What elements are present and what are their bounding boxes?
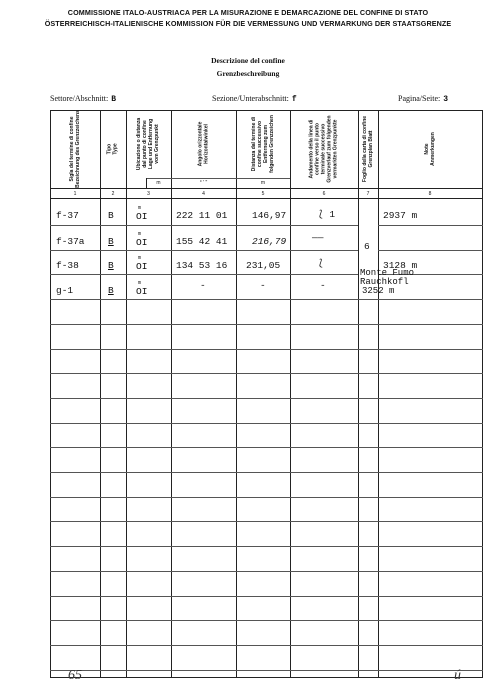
- unit-location: m: [156, 180, 161, 186]
- table-row-mark: f-37a: [56, 236, 85, 247]
- table-row-type: B: [108, 260, 114, 271]
- table-row-angle: 222 11 01: [176, 210, 228, 221]
- table-row-mark: f-37: [56, 210, 79, 221]
- table-rule: [50, 620, 483, 621]
- table-row-type: B: [108, 285, 114, 296]
- note-place-it: Monte Fumo: [360, 268, 415, 278]
- col-header-course: Andamento della linea di confine verso il punto terminale successivo Grenzverlauf zum folgenden vermarkten Grenzpunkte: [308, 115, 339, 183]
- table-rule: [378, 225, 483, 226]
- table-row-location: OI: [136, 286, 148, 297]
- sheet-number: 6: [364, 241, 370, 252]
- col-header-distance: Distanza dal termine di confine successivo Entfernung zum folgenden Grenzzeichen: [251, 115, 276, 173]
- page-value: 3: [443, 95, 449, 104]
- table-rule: [50, 645, 483, 646]
- boundary-table: [50, 110, 483, 678]
- page-field: [398, 94, 448, 104]
- table-row-note: 2937 m: [383, 210, 418, 221]
- col-header-mark: Sigla del termine di confine Bezeichnung des Grenzzeichens: [69, 110, 81, 188]
- table-row-loc-sup: m: [138, 205, 142, 211]
- table-row-angle: 155 42 41: [176, 236, 228, 247]
- unit-angle: ° ' ": [199, 180, 208, 186]
- col-num-2: 2: [111, 191, 115, 197]
- col-header-location: Ubicazione o distanza dal punto di confine Lage und Entfernung vom Grenzpunkt: [136, 117, 161, 171]
- table-row-location: OI: [136, 211, 148, 222]
- col-num-7: 7: [366, 191, 370, 197]
- table-rule: [50, 670, 483, 671]
- note-elevation: 3252 m: [362, 286, 395, 296]
- table-rule: [50, 497, 483, 498]
- table-row-angle: 134 53 16: [176, 260, 228, 271]
- signature-left: 65: [68, 668, 82, 683]
- table-rule: [50, 373, 483, 374]
- table-rule: [50, 274, 358, 275]
- document-subtitle: Grenzbeschreibung: [216, 69, 280, 78]
- table-rule: [50, 596, 483, 597]
- signature-right: ú: [454, 668, 461, 683]
- table-row-distance: -: [260, 280, 266, 291]
- section-field: [212, 94, 297, 104]
- table-row-location: OI: [136, 261, 148, 272]
- table-rule: [378, 250, 483, 251]
- table-row-type: B: [108, 236, 114, 247]
- table-row-course: ⟅: [318, 258, 324, 269]
- table-rule: [50, 546, 483, 547]
- table-rule: [50, 349, 483, 350]
- document-title: Descrizione del confine: [211, 56, 285, 65]
- sector-value: B: [111, 95, 117, 104]
- table-rule: [50, 571, 483, 572]
- unit-distance: m: [260, 180, 266, 186]
- col-num-8: 8: [428, 191, 432, 197]
- table-row-angle: -: [200, 280, 206, 291]
- section-value: f: [291, 95, 297, 104]
- table-row-course: ——: [312, 232, 324, 243]
- section-label: Sezione/Unterabschnitt:: [212, 94, 289, 103]
- table-rule: [50, 521, 483, 522]
- table-row-course: ⟅ 1: [318, 209, 336, 220]
- col-num-5: 5: [261, 191, 265, 197]
- table-rule: [50, 299, 483, 300]
- table-row-mark: f-38: [56, 260, 79, 271]
- table-row-mark: g-1: [56, 285, 74, 296]
- table-rule: [50, 225, 358, 226]
- col-header-type: Tipo Type: [107, 143, 119, 155]
- table-row-location: OI: [136, 237, 148, 248]
- table-rule: [50, 324, 483, 325]
- col-header-notes: Note Anmerkungen: [424, 132, 436, 166]
- table-row-distance: 216,79: [252, 236, 287, 247]
- col-num-6: 6: [322, 191, 326, 197]
- table-row-loc-sup: m: [138, 255, 142, 261]
- commission-title-de: ÖSTERREICHISCH-ITALIENISCHE KOMMISSION FÜR DIE VERMESSUNG UND VERMARKUNG DER STAATSGRENZE: [44, 19, 452, 28]
- commission-title-it: COMMISSIONE ITALO-AUSTRIACA PER LA MISURAZIONE E DEMARCAZIONE DEL CONFINE DI STATO: [67, 8, 429, 17]
- col-num-4: 4: [202, 191, 205, 197]
- table-rule: [50, 447, 483, 448]
- note-place-de: Rauchkofl: [360, 277, 409, 287]
- col-header-sheet: Foglio della carta di confine Grenzplan Blatt: [362, 115, 374, 183]
- col-num-3: 3: [147, 191, 150, 197]
- table-row-loc-sup: m: [138, 231, 142, 237]
- table-row-loc-sup: m: [138, 280, 142, 286]
- table-row-note: 3128 m: [383, 260, 418, 271]
- table-row-course: -: [320, 280, 326, 291]
- sector-label: Settore/Abschnitt:: [50, 94, 109, 103]
- col-num-1: 1: [73, 191, 77, 197]
- table-rule: [50, 423, 483, 424]
- table-rule: [50, 472, 483, 473]
- page-label: Pagina/Seite:: [398, 94, 441, 103]
- table-row-type: B: [108, 210, 114, 221]
- table-rule: [50, 250, 358, 251]
- table-row-distance: 146,97: [252, 210, 287, 221]
- table-row-distance: 231,05: [246, 260, 281, 271]
- sector-field: [50, 94, 116, 104]
- table-rule: [50, 398, 483, 399]
- col-header-angle: Angolo orizzontale Horizontalwinkel: [197, 121, 210, 167]
